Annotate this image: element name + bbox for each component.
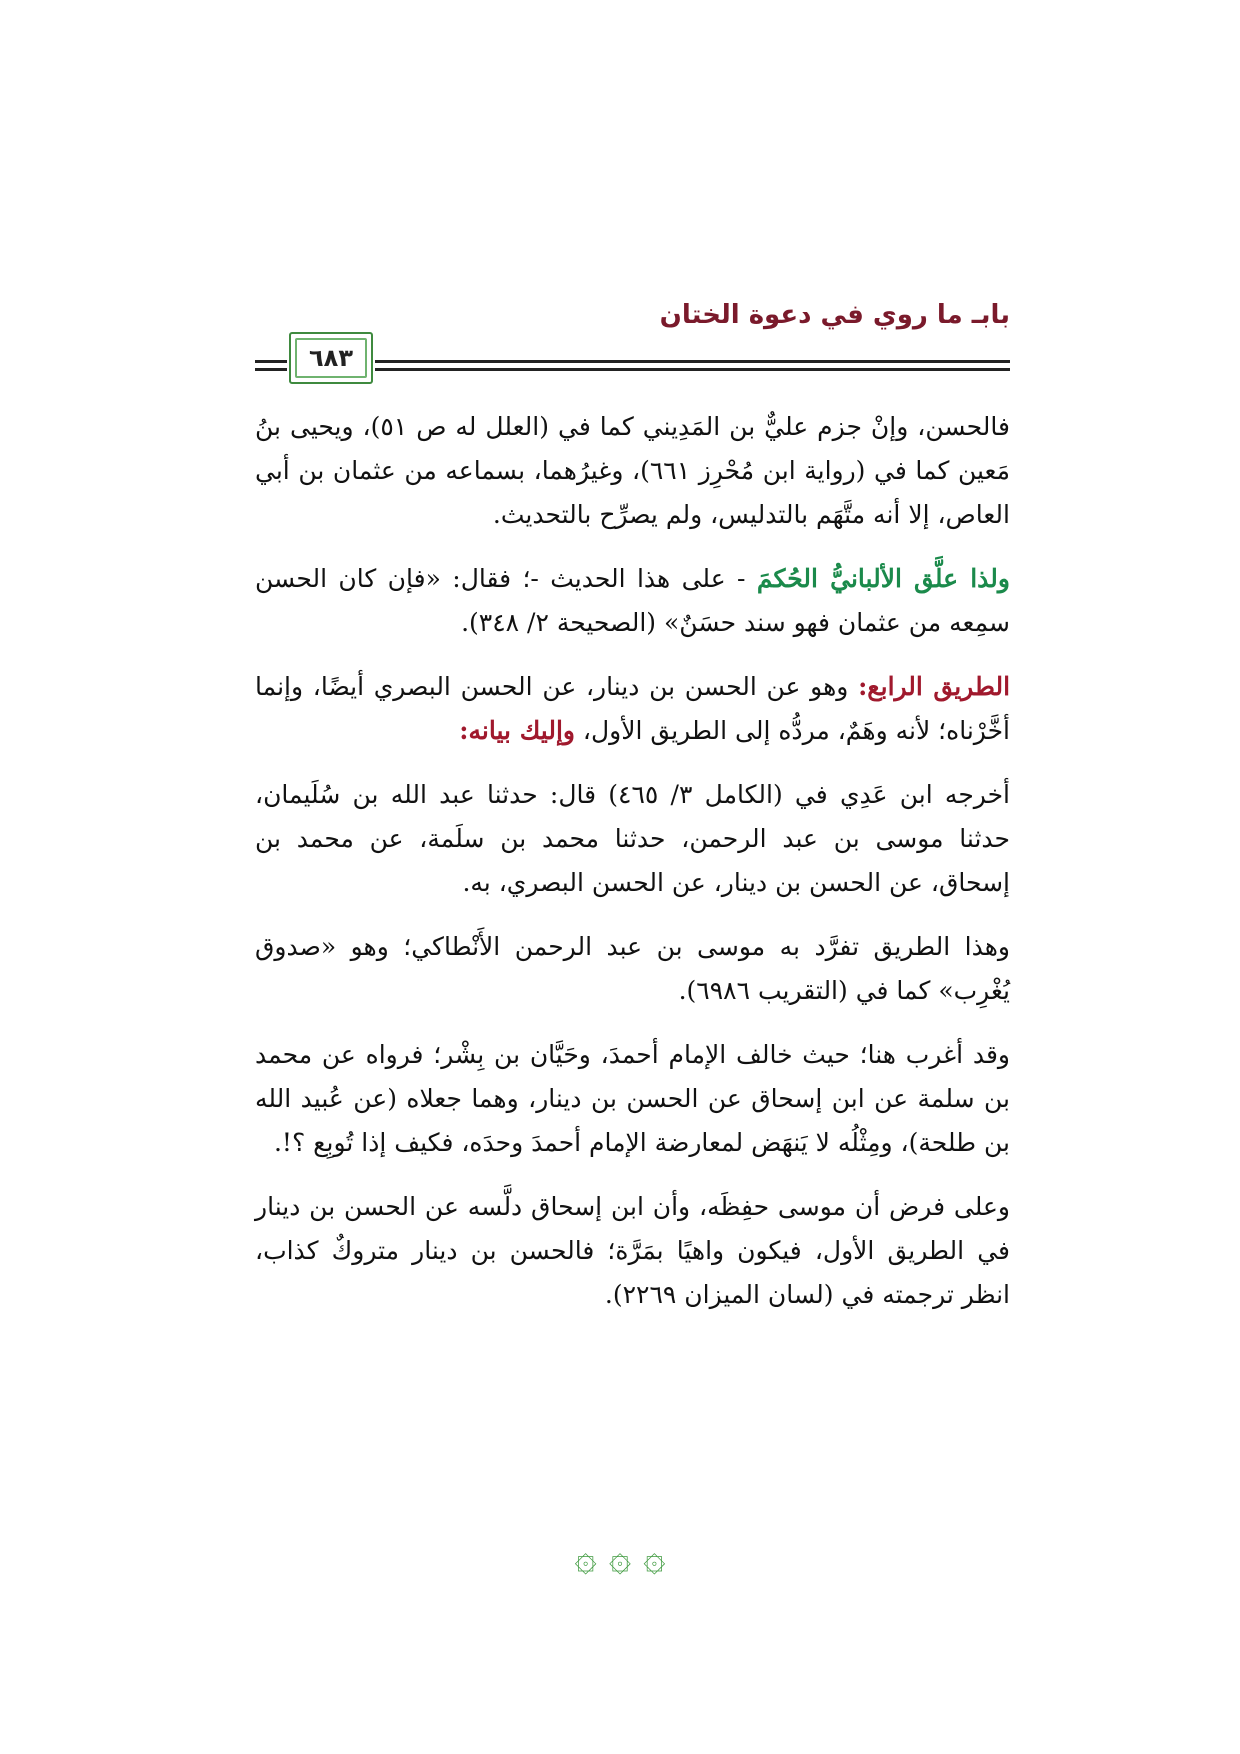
page-number: ٦٨٣ bbox=[309, 344, 353, 372]
paragraph: وقد أغرب هنا؛ حيث خالف الإمام أحمدَ، وحَيَّان بن بِشْر؛ فرواه عن محمد بن سلمة عن ابن إسحاق عن الحسن بن دينار، وهما جعلاه (عن عُبيد الله بن طلحة)، ومِثْلُه لا يَنهَض لمعارضة الإمام أحمدَ وحدَه، فكيف إذا تُوبِع ؟!. bbox=[255, 1040, 1010, 1157]
paragraph: ولذا علَّق الألبانيُّ الحُكمَ - على هذا الحديث -؛ فقال: «فإن كان الحسن سمِعه من عثمان فهو سند حسَنٌ» (الصحيحة ٢/ ٣٤٨). bbox=[255, 564, 1010, 637]
paragraph: أخرجه ابن عَدِي في (الكامل ٣/ ٤٦٥) قال: حدثنا عبد الله بن سُلَيمان، حدثنا موسى بن عبد الرحمن، حدثنا محمد بن سلَمة، عن محمد بن إسحاق، عن الحسن بن دينار، عن الحسن البصري، به. bbox=[255, 780, 1010, 897]
paragraph: وهذا الطريق تفرَّد به موسى بن عبد الرحمن الأَنْطاكي؛ وهو «صدوق يُغْرِب» كما في (التقريب ٦٩٨٦). bbox=[255, 932, 1010, 1005]
header-rule-left-top bbox=[255, 360, 287, 363]
highlight-explanation: وإليك بيانه: bbox=[459, 716, 575, 745]
paragraph: الطريق الرابع: وهو عن الحسن بن دينار، عن الحسن البصري أيضًا، وإنما أخَّرْناه؛ لأنه وهَمٌ، مردُّه إلى الطريق الأول، وإليك بيانه: bbox=[255, 672, 1011, 745]
header-rule-left-bottom bbox=[255, 368, 287, 371]
page-body bbox=[255, 405, 1010, 1337]
page-number-badge bbox=[289, 332, 373, 384]
footer-ornaments: ۞ ۞ ۞ bbox=[574, 1535, 666, 1579]
page-header bbox=[255, 300, 1010, 390]
paragraph: وعلى فرض أن موسى حفِظَه، وأن ابن إسحاق دلَّسه عن الحسن بن دينار في الطريق الأول، فيكون واهيًا بمَرَّة؛ فالحسن بن دينار متروكٌ كذاب، انظر ترجمته في (لسان الميزان ٢٢٦٩). bbox=[255, 1192, 1010, 1309]
highlight-fourth-route: الطريق الرابع: bbox=[858, 672, 1011, 701]
paragraph: فالحسن، وإنْ جزم عليٌّ بن المَدِيني كما في (العلل له ص ٥١)، ويحيى بنُ مَعين كما في (رواية ابن مُحْرِز ٦٦١)، وغيرُهما، بسماعه من عثمان بن أبي العاص، إلا أنه متَّهَم بالتدليس، ولم يصرِّح بالتحديث. bbox=[255, 412, 1010, 529]
highlight-albani: ولذا علَّق الألبانيُّ الحُكمَ bbox=[756, 564, 1010, 593]
header-rule-bottom bbox=[375, 368, 1010, 371]
chapter-title: بابـ ما روي في دعوة الختان bbox=[659, 300, 1010, 330]
header-rule-top bbox=[375, 360, 1010, 363]
